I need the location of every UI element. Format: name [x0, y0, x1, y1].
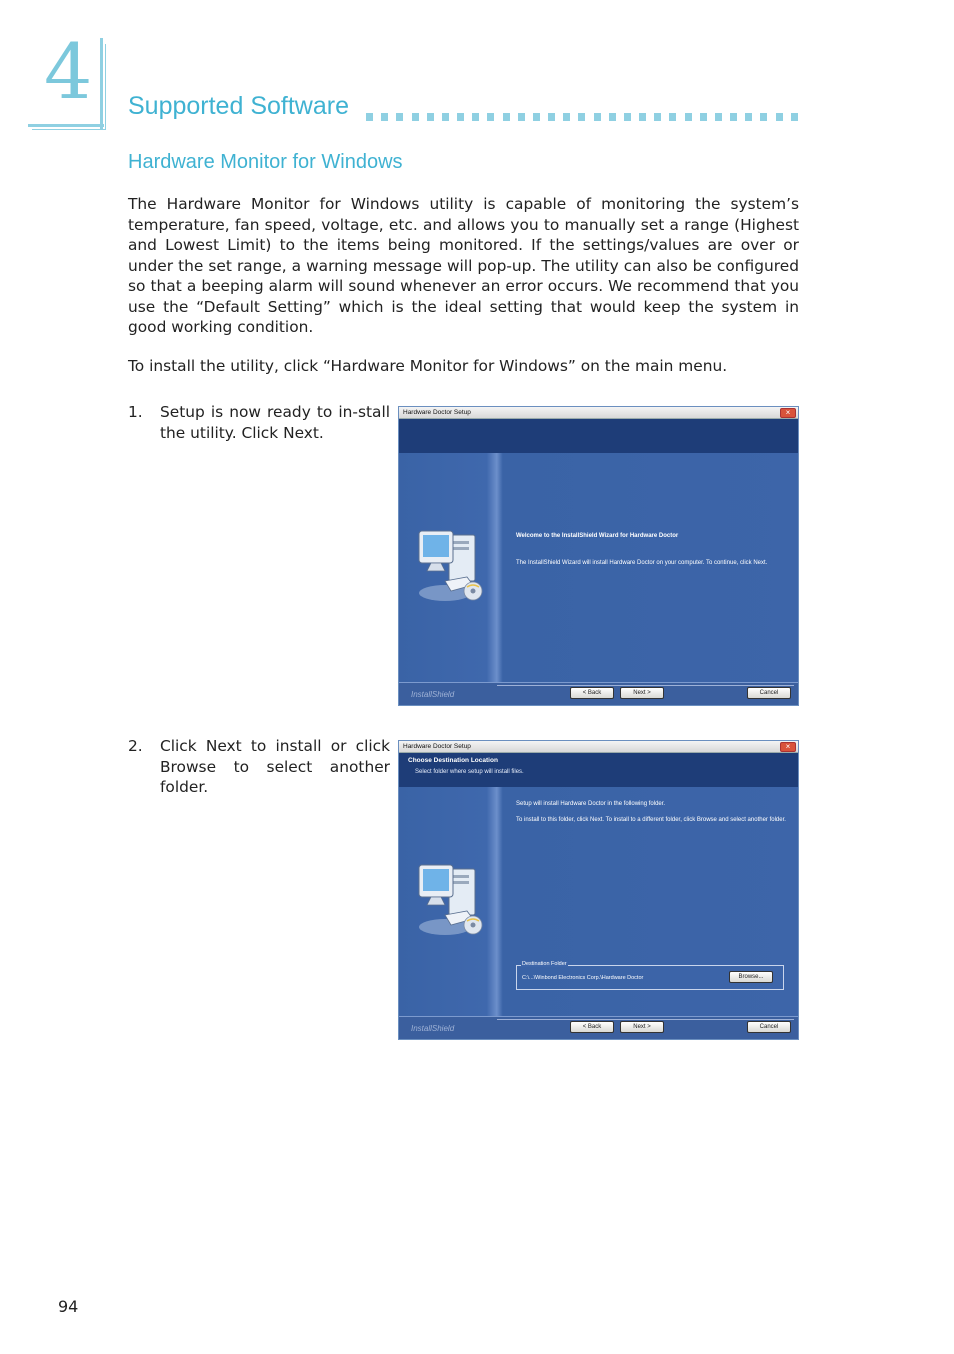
divider-dot: [472, 113, 479, 121]
divider-dot: [563, 113, 570, 121]
dialog-header-title: Choose Destination Location: [408, 757, 498, 764]
divider-dot: [487, 113, 494, 121]
dialog-titlebar: [399, 407, 798, 419]
step-item: [128, 402, 390, 443]
back-button[interactable]: < Back: [570, 1021, 614, 1033]
divider-dot: [381, 113, 388, 121]
divider-dot: [412, 113, 419, 121]
divider-dot: [442, 113, 449, 121]
divider-dot: [548, 113, 555, 121]
setup-dialog-welcome: [398, 406, 799, 706]
section-title: Hardware Monitor for Windows: [128, 151, 403, 173]
divider-dot: [609, 113, 616, 121]
next-button[interactable]: Next >: [620, 687, 664, 699]
divider-dot: [760, 113, 767, 121]
step-text: Setup is now ready to in-stall the utility. Click Next.: [160, 403, 390, 442]
setup-dialog-destination: [398, 740, 799, 1040]
cancel-button[interactable]: Cancel: [747, 1021, 791, 1033]
dialog-body: [399, 453, 798, 685]
divider-dot: [366, 113, 373, 121]
computer-setup-icon: [415, 859, 487, 939]
chapter-title: Supported Software: [128, 92, 349, 120]
installshield-brand: InstallShield: [411, 1024, 455, 1033]
divider-dot: [533, 113, 540, 121]
welcome-text: The InstallShield Wizard will install Hardware Doctor on your computer. To continue, click Next.: [516, 560, 768, 566]
divider-dot: [594, 113, 601, 121]
cancel-button[interactable]: Cancel: [747, 687, 791, 699]
dialog-title: Hardware Doctor Setup: [403, 743, 471, 750]
chapter-number: 4: [44, 27, 93, 116]
close-icon[interactable]: ×: [780, 742, 796, 752]
computer-setup-icon: [415, 525, 487, 605]
destination-instructions: To install to this folder, click Next. To install to a different folder, click Browse and select another folder.: [516, 817, 786, 823]
intro-paragraph: The Hardware Monitor for Windows utility is capable of monitoring the system’s temperature, fan speed, voltage, etc. and allows you to manually set a range (Highest and Lowest Limit) to the items being monitored. If the settings/values are over or under the set range, a warning message will pop-up. The utility can also be configured so that a beeping alarm will sound whenever an error occurs. We recommend that you use the “Default Setting” which is the ideal setting that would keep the system in good working condition.: [128, 195, 799, 336]
chapter-decoration: [105, 44, 106, 130]
divider-dot: [776, 113, 783, 121]
divider-dot: [700, 113, 707, 121]
step-number: 2.: [128, 737, 143, 755]
destination-folder-label: Destination Folder: [522, 961, 567, 967]
divider-dot: [578, 113, 585, 121]
destination-folder-group: [516, 961, 784, 990]
dialog-footer: [399, 1016, 798, 1039]
step-number: 1.: [128, 403, 143, 421]
installshield-brand: InstallShield: [411, 690, 455, 699]
close-icon[interactable]: ×: [780, 408, 796, 418]
step-text: Click Next to install or click Browse to select another folder.: [160, 737, 390, 796]
divider-dot: [685, 113, 692, 121]
step-item: [128, 736, 390, 798]
divider-dot: [503, 113, 510, 121]
chapter-decoration: [100, 38, 103, 130]
welcome-title: Welcome to the InstallShield Wizard for Hardware Doctor: [516, 533, 679, 539]
divider-dot: [745, 113, 752, 121]
dialog-footer: [399, 682, 798, 705]
page-number: 94: [58, 1297, 79, 1316]
dialog-header: [399, 753, 798, 787]
divider-dot: [518, 113, 525, 121]
divider-dot: [654, 113, 661, 121]
divider-dot: [427, 113, 434, 121]
divider-dot: [396, 113, 403, 121]
chapter-decoration: [28, 124, 104, 127]
install-instruction: To install the utility, click “Hardware Monitor for Windows” on the main menu.: [128, 357, 728, 375]
back-button[interactable]: < Back: [570, 687, 614, 699]
divider-dot: [730, 113, 737, 121]
divider-dot: [669, 113, 676, 121]
dialog-title: Hardware Doctor Setup: [403, 409, 471, 416]
dialog-titlebar: [399, 741, 798, 753]
divider-dot: [715, 113, 722, 121]
divider-dot: [457, 113, 464, 121]
destination-path: C:\...\Winbond Electronics Corp.\Hardware Doctor: [522, 975, 644, 981]
dotted-divider: [366, 113, 798, 122]
chapter-decoration: [32, 129, 106, 130]
dialog-header-subtitle: Select folder where setup will install files.: [415, 769, 524, 775]
divider-dot: [624, 113, 631, 121]
dialog-body: [399, 787, 798, 1019]
next-button[interactable]: Next >: [620, 1021, 664, 1033]
browse-button[interactable]: Browse...: [729, 971, 773, 983]
dialog-header: [399, 419, 798, 453]
divider-dot: [791, 113, 798, 121]
destination-intro: Setup will install Hardware Doctor in the following folder.: [516, 801, 666, 807]
divider-dot: [639, 113, 646, 121]
